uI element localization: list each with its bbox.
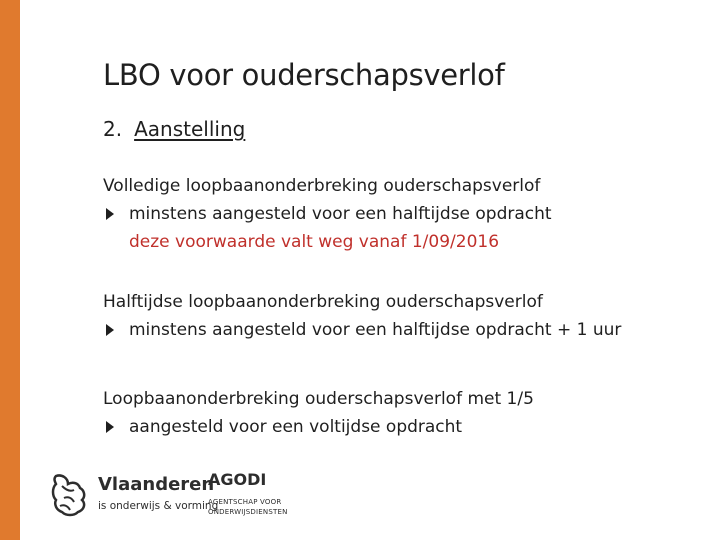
bullet-item [103, 413, 534, 441]
bullet-text: minstens aangesteld voor een halftijdse opdracht [129, 204, 552, 224]
block-heading: Loopbaanonderbreking ouderschapsverlof met 1/5 [103, 389, 534, 409]
agodi-subtitle [208, 497, 288, 517]
bullet-text: minstens aangesteld voor een halftijdse opdracht + 1 uur [129, 320, 622, 340]
content-block-half [103, 288, 621, 344]
agodi-wordmark: AGODI [208, 470, 267, 489]
slide-title: LBO voor ouderschapsverlof [103, 58, 505, 92]
triangle-arrow-icon [105, 207, 115, 221]
section-heading [103, 117, 245, 141]
agodi-line-2: ONDERWIJSDIENSTEN [208, 508, 288, 516]
section-number: 2. [103, 117, 123, 141]
content-block-full [103, 172, 552, 256]
vlaanderen-wordmark: Vlaanderen [98, 474, 215, 495]
section-title: Aanstelling [134, 117, 246, 141]
bullet-text: aangesteld voor een voltijdse opdracht [129, 417, 463, 437]
content-block-fifth [103, 385, 534, 441]
vlaanderen-tagline: is onderwijs & vorming [98, 500, 219, 512]
bullet-item [103, 316, 621, 344]
footer-logos [48, 470, 298, 522]
agodi-line-1: AGENTSCHAP VOOR [208, 498, 282, 506]
note-text: deze voorwaarde valt weg vanaf 1/09/2016 [129, 232, 500, 252]
block-heading: Halftijdse loopbaanonderbreking ouderschapsverlof [103, 292, 543, 312]
accent-bar [0, 0, 20, 540]
triangle-arrow-icon [105, 323, 115, 337]
bullet-item [103, 200, 552, 228]
vlaanderen-lion-logo [48, 472, 92, 518]
block-heading: Volledige loopbaanonderbreking ouderschapsverlof [103, 176, 541, 196]
triangle-arrow-icon [105, 420, 115, 434]
